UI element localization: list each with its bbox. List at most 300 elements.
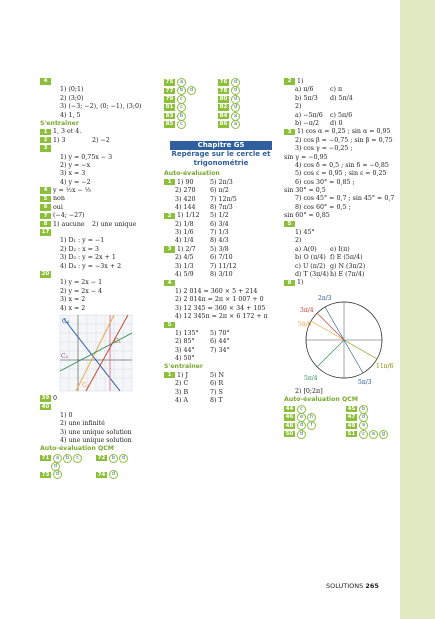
col3-line [284, 229, 398, 237]
col1-line [40, 170, 142, 178]
answer-text-right: 5) 3/8 [210, 245, 229, 253]
column-3-lines-b [284, 388, 398, 405]
col3b-line [284, 388, 398, 396]
angle-5pi6: 5π/6 [298, 320, 312, 328]
indent [284, 196, 293, 203]
qcm-answer: c [177, 103, 186, 112]
exercise-number: 40 [41, 403, 50, 410]
col1-line [40, 95, 142, 103]
answer-text: 2) cos β ≈ −0,75 ; sin β ≈ 0,75 [295, 136, 393, 144]
col2-line [164, 187, 278, 195]
trig-circle-svg [284, 288, 398, 388]
col3b-line: Auto-évaluation QCM [284, 396, 358, 404]
col1-line [40, 254, 142, 262]
col1-line [40, 305, 142, 313]
answer-text: 2) 4/5 [175, 254, 194, 262]
exercise-number: 20 [41, 271, 50, 278]
col2-line [164, 338, 278, 346]
answer-text: 7) cos 45° ≈ 0,7 ; sin 45° ≈ 0,7 [295, 195, 395, 203]
col1-line [40, 86, 142, 94]
indent [164, 263, 173, 270]
col3-line [284, 78, 398, 86]
indent [164, 271, 173, 278]
col1b-line [40, 395, 142, 403]
indent [284, 171, 293, 178]
col3-line [284, 179, 398, 187]
col1-line [40, 279, 142, 287]
col3-line [284, 237, 398, 245]
qcm-answer: b [63, 454, 72, 463]
qcm2-row [164, 95, 278, 103]
exercise-number: 1 [164, 372, 175, 379]
col2-line [164, 271, 278, 279]
answer-text-right: e) I(π) [330, 245, 350, 253]
indent [164, 229, 173, 236]
qcm-answer: g [379, 430, 388, 439]
answer-text: 2) C [175, 380, 189, 388]
qcm-answer: h [307, 413, 316, 422]
col3-line [284, 212, 398, 220]
indent [284, 179, 293, 186]
qcm2-row [164, 120, 278, 128]
qcm-answers-1 [40, 454, 142, 479]
answer-text: 1) D₁ : y = −1 [60, 237, 105, 245]
answer-text: 1) y = 2x − 1 [60, 279, 103, 287]
qcm-answer: d [231, 103, 240, 112]
col1b-line [40, 412, 142, 420]
answer-text-right: 5) 1/2 [210, 212, 229, 220]
col1-line [40, 195, 142, 203]
exercise-number: 39 [41, 395, 50, 402]
answer-text: b) 5π/3 [295, 94, 318, 102]
qcm-number: 73 [41, 471, 50, 478]
answer-text: 8) cos 60° ≈ 0,5 ; [295, 203, 351, 211]
qcm-answers-3 [284, 405, 398, 439]
indent [284, 112, 293, 119]
label-c1: C₁ [114, 337, 121, 345]
col1-line [40, 288, 142, 296]
angle-5pi3: 5π/3 [358, 378, 372, 386]
qcm-answer: c [73, 454, 82, 463]
indent [284, 254, 293, 261]
answer-text-right: 8) 7π/3 [210, 203, 233, 211]
qcm2-row [164, 78, 278, 86]
indent [284, 103, 293, 110]
answer-text: 4) 1/4 [175, 237, 194, 245]
col3-line [284, 103, 398, 111]
col2-line [164, 196, 278, 204]
qcm1-row [40, 462, 142, 470]
qcm-answer: d [297, 421, 306, 430]
chapter-title-1: Repérage sur le cercle et [171, 150, 271, 159]
col2-line [164, 288, 278, 296]
col1-line [40, 221, 142, 229]
qcm3-row [284, 421, 398, 429]
angle-3pi4: 3π/4 [300, 306, 314, 314]
exercise-number: 4 [40, 187, 51, 194]
exercise-number: 5 [40, 196, 51, 203]
qcm-number: 77 [165, 87, 174, 94]
indent [164, 238, 173, 245]
exercise-number: 7 [40, 213, 51, 220]
answer-text: 3) 1/6 [175, 229, 194, 237]
answer-text-right: 5) N [210, 371, 224, 379]
indent [284, 246, 293, 253]
answer-text-right: h) E (7π/4) [330, 270, 365, 278]
exercise-number: 4 [40, 78, 51, 85]
indent [164, 296, 173, 303]
answer-text-right: 8) T [210, 396, 223, 404]
qcm-number: 79 [165, 96, 174, 103]
answer-text: 2) [295, 237, 302, 245]
qcm-number: 44 [285, 405, 294, 412]
qcm-answer: c [177, 120, 186, 129]
answer-text: b) O (π/4) [295, 254, 326, 262]
side-margin-band [400, 0, 435, 619]
chapter-label: Chapitre G5 [170, 141, 272, 150]
indent [284, 204, 293, 211]
exercise-number: 8 [284, 280, 295, 287]
qcm-answer: d [359, 413, 368, 422]
answer-text: 4) 50° [175, 354, 195, 362]
indent [164, 255, 173, 262]
col1-line [40, 137, 142, 145]
qcm-answer: a [231, 120, 240, 129]
qcm-number: 80 [219, 96, 228, 103]
answer-text: c) U (π/2) [295, 262, 326, 270]
answer-text: 4) 12 345π = 2π × 6 172 + π [175, 312, 268, 320]
exercise-number: 5 [284, 221, 295, 228]
col2-line [164, 254, 278, 262]
label-c4: C₄ [62, 317, 69, 325]
answer-text: 2) D₂ : x = 3 [60, 245, 99, 253]
answer-text: 2) [0;2π] [295, 387, 323, 395]
qcm-number: 50 [285, 430, 294, 437]
answer-text: y = ½x − ⅓ [53, 187, 91, 195]
answer-text: 1) aucune [53, 220, 85, 228]
answer-text: 4) cos δ ≈ 0,5 ; sin δ ≈ −0,85 [295, 161, 389, 169]
col1-line [40, 187, 142, 195]
answer-text: 2) 85° [175, 338, 195, 346]
indent [164, 288, 173, 295]
qcm-answer: d [53, 470, 62, 479]
column-1 [40, 78, 142, 479]
col1b-line [40, 420, 142, 428]
answer-text: 4) 144 [175, 203, 196, 211]
answer-text-right: 7) 34° [210, 346, 230, 354]
col3-line [284, 204, 398, 212]
exercise-number: 2 [284, 78, 295, 85]
indent [284, 238, 293, 245]
col1-line: S'entraîner [40, 119, 79, 127]
qcm-answer: d [231, 86, 240, 95]
autoeval-heading: Auto-évaluation [164, 170, 220, 178]
answer-text-right: d) 0 [330, 119, 343, 127]
col1-line [40, 78, 142, 86]
col1-line [40, 271, 142, 279]
answer-text: sin γ ≈ −0,95 [284, 153, 328, 161]
col1b-line [40, 403, 142, 411]
column-3-lines [284, 78, 398, 288]
indent [164, 380, 173, 387]
qcm-answer: d [109, 470, 118, 479]
qcm-number: 51 [347, 430, 356, 437]
indent [284, 137, 293, 144]
col2-line [164, 389, 278, 397]
col2-line [164, 179, 278, 187]
col1-line [40, 296, 142, 304]
answer-text: a) A(0) [295, 245, 317, 253]
answer-text: 3) une unique solution [60, 428, 132, 436]
qcm1-row [40, 454, 142, 462]
answer-text-right: f) E (5π/4) [330, 254, 363, 262]
col2-line [164, 246, 278, 254]
qcm-number: 82 [219, 104, 228, 111]
col2-line [164, 321, 278, 329]
indent [284, 87, 293, 94]
answer-text: 2) une infinité [60, 420, 105, 428]
exercise-number: 5 [164, 322, 175, 329]
indent [164, 221, 173, 228]
indent [164, 338, 173, 345]
answer-text-right: c) 5π/6 [330, 111, 353, 119]
answer-text: 4) y = −2 [60, 178, 91, 186]
answer-text-right: 6) 44° [210, 338, 230, 346]
column-2 [164, 78, 278, 405]
line-graph [58, 313, 142, 395]
answer-text: 1) 2 014 = 360 × 5 + 214 [175, 287, 258, 295]
column-1-lines [40, 78, 142, 313]
answer-text: 4) 5/9 [175, 271, 194, 279]
indent [164, 313, 173, 320]
qcm-answer: b [177, 86, 186, 95]
answer-text: 2) y = 2x − 4 [60, 287, 103, 295]
answer-text-right: c) π [330, 86, 343, 94]
col1-line [40, 212, 142, 220]
answer-text: 0 [53, 394, 58, 402]
col3-line [284, 279, 398, 287]
qcm-answer: a [231, 112, 240, 121]
answer-text: 3) B [175, 388, 189, 396]
answer-text: 1) (0;1) [60, 86, 84, 94]
qcm-number: 48 [285, 422, 294, 429]
answer-text: 3) 1/3 [175, 262, 194, 270]
answer-text: 1) 90 [177, 178, 194, 186]
answer-text: 3) 44° [175, 346, 195, 354]
page-footer [326, 582, 379, 590]
qcm-answer: b [177, 112, 186, 121]
answer-text: 2) [295, 103, 302, 111]
answer-text: 3) 12 345 = 360 × 34 + 105 [175, 304, 266, 312]
qcm-number: 76 [219, 79, 228, 86]
col3-line [284, 263, 398, 271]
answer-text: 1) 45° [295, 229, 315, 237]
column-1-lines-b [40, 395, 142, 454]
col2-line [164, 296, 278, 304]
footer-section: SOLUTIONS [326, 582, 364, 590]
qcm-answer: c [359, 430, 368, 439]
answer-text-right: 5) 70° [210, 329, 230, 337]
line-graph-svg [58, 313, 138, 395]
qcm3-row [284, 413, 398, 421]
col2-line [164, 397, 278, 405]
exercise-number: 3 [164, 246, 175, 253]
col2-line [164, 221, 278, 229]
answer-text: 2) 270 [175, 187, 196, 195]
qcm-number: 46 [285, 414, 294, 421]
answer-text: 1) cos α ≈ 0,25 ; sin α ≈ 0,95 [297, 128, 391, 136]
col1-line [40, 103, 142, 111]
qcm-number: 86 [219, 121, 228, 128]
indent [284, 388, 293, 395]
qcm-number: 47 [347, 414, 356, 421]
answer-text: 4) A [175, 396, 189, 404]
col1-line [40, 229, 142, 237]
indent [164, 187, 173, 194]
answer-text: 1) 135° [175, 329, 199, 337]
indent [284, 229, 293, 236]
label-c3: C₃ [61, 352, 68, 360]
answer-text-right: 2) −2 [92, 136, 110, 144]
col1-line [40, 128, 142, 136]
exercise-number: 8 [40, 221, 51, 228]
answer-text: 4) 1, 5 [60, 111, 81, 119]
col2-line [164, 237, 278, 245]
indent [284, 162, 293, 169]
qcm-right [218, 120, 241, 129]
indent [284, 271, 293, 278]
answer-text: 4) D₄ : y = −3x + 2 [60, 262, 122, 270]
qcm-answer: a [177, 78, 186, 87]
col1-line [40, 145, 142, 153]
col3-line [284, 195, 398, 203]
answer-text: 3) (−3; −2), (0; −1), (3;0) [60, 103, 142, 111]
answer-text: 1) [297, 279, 304, 287]
answer-text-right: 8) 3/10 [210, 271, 233, 279]
qcm-number: 85 [165, 121, 174, 128]
qcm2-row [164, 112, 278, 120]
answer-text: 3) D₃ : y = 2x + 1 [60, 254, 116, 262]
answer-text: b) −π/2 [295, 119, 320, 127]
answer-text: 6) cos 30° ≈ 0,85 ; [295, 178, 355, 186]
col3-line [284, 170, 398, 178]
answer-text: 2) y = −x [60, 161, 91, 169]
answer-text: 2) 2 014π = 2π × 1 007 + 0 [175, 296, 264, 304]
answer-text: 1) 3 [53, 136, 66, 144]
qcm-answer: a [359, 421, 368, 430]
col3-line [284, 120, 398, 128]
indent [164, 389, 173, 396]
angle-5pi4: 5π/4 [304, 374, 318, 382]
qcm-answer: c [177, 95, 186, 104]
col1-line [40, 179, 142, 187]
answer-text-right: g) N (3π/2) [330, 262, 366, 270]
indent [284, 145, 293, 152]
answer-text: oui [53, 203, 63, 211]
indent [164, 355, 173, 362]
col3-line [284, 137, 398, 145]
col1-line [40, 263, 142, 271]
column-3 [284, 78, 398, 438]
answer-text: 1, 3 et 4. [53, 128, 82, 136]
qcm-number: 75 [165, 79, 174, 86]
col2-line [164, 330, 278, 338]
answer-text: 1) 2/7 [177, 245, 196, 253]
col3-line [284, 246, 398, 254]
exercise-number: 3 [284, 129, 295, 136]
qcm-right [96, 470, 119, 479]
col3-line [284, 187, 398, 195]
answer-text: 2) (3;0) [60, 94, 84, 102]
col2-line [164, 372, 278, 380]
col2-line: S'entraîner [164, 363, 203, 371]
indent [164, 347, 173, 354]
qcm3-row [284, 405, 398, 413]
answer-text: d) T (3π/4) [295, 270, 329, 278]
exercise-number: 4 [164, 280, 175, 287]
answer-text: a) π/6 [295, 86, 314, 94]
col3-line [284, 271, 398, 279]
qcm-answer: a [53, 454, 62, 463]
page-number: 265 [365, 582, 379, 590]
answer-text: sin 60° ≈ 0,85 [284, 212, 330, 220]
qcm1-row [40, 470, 142, 478]
qcm-answer: e [297, 413, 306, 422]
answer-text-right: d) 5π/4 [330, 94, 353, 102]
answer-text-right: 2) une unique [92, 220, 137, 228]
qcm-right [346, 430, 389, 439]
col1-line [40, 246, 142, 254]
qcm-number: 49 [347, 422, 356, 429]
qcm-number: 71 [41, 454, 50, 461]
qcm-answer: d [297, 430, 306, 439]
exercise-number: 1 [40, 129, 51, 136]
answer-text: a) −5π/6 [295, 111, 323, 119]
answer-text-right: 7) 1/3 [210, 229, 229, 237]
col3-line [284, 112, 398, 120]
qcm-answer: b [109, 454, 118, 463]
indent [284, 95, 293, 102]
col2-line [164, 305, 278, 313]
col1-line [40, 154, 142, 162]
answer-text-right: 5) 2π/3 [210, 178, 233, 186]
qcm-number: 72 [97, 454, 106, 461]
qcm-number: 74 [97, 471, 106, 478]
qcm-answer: d [187, 86, 196, 95]
col3-line [284, 254, 398, 262]
answer-text: 3) cos γ ≈ −0,25 ; [295, 145, 353, 153]
col2-line [164, 380, 278, 388]
answer-text-right: 7) 12π/5 [210, 195, 237, 203]
answer-text: (−4; −27) [53, 212, 85, 220]
col2-line [164, 212, 278, 220]
answer-text-right: 7) 11/12 [210, 262, 237, 270]
col2-line [164, 347, 278, 355]
qcm-number: 83 [165, 112, 174, 119]
exercise-number: 17 [41, 229, 50, 236]
col3-line [284, 221, 398, 229]
qcm-answer: d [231, 78, 240, 87]
answer-text: non [53, 195, 65, 203]
answer-text: 3) x = 3 [60, 170, 86, 178]
answer-text-right: 8) 4/3 [210, 237, 229, 245]
trig-circle [284, 288, 398, 388]
label-c2: C₂ [82, 381, 89, 389]
indent [284, 263, 293, 270]
answer-text: 5) cos ε ≈ 0,95 ; sin ε ≈ 0,25 [295, 170, 387, 178]
qcm-number: 84 [219, 112, 228, 119]
indent [164, 330, 173, 337]
